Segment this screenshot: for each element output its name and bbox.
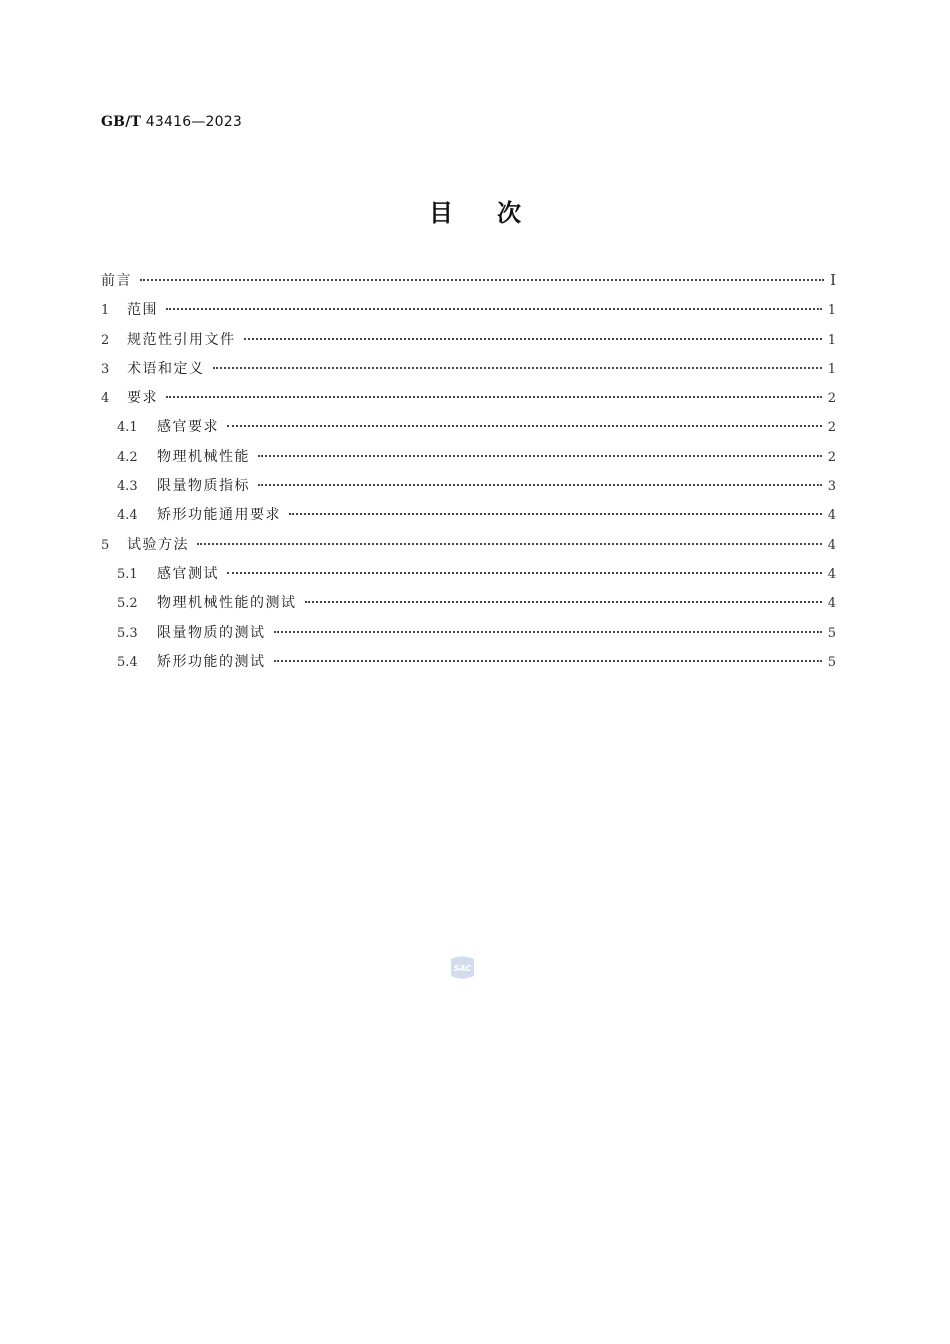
- toc-label: 要求: [127, 390, 158, 407]
- toc-label: 矫形功能通用要求: [157, 507, 281, 524]
- toc-number: 1: [101, 303, 110, 319]
- toc-page-number: 4: [827, 566, 836, 582]
- toc-leader-dots: [140, 279, 824, 281]
- watermark-text: SAC: [453, 964, 472, 973]
- toc-entry-4-4[interactable]: [101, 504, 836, 533]
- table-of-contents: [101, 270, 836, 680]
- toc-page-number: 1: [827, 303, 836, 319]
- toc-leader-dots: [258, 484, 822, 486]
- toc-number: 4.3: [117, 479, 138, 495]
- toc-page-number: 2: [827, 420, 836, 436]
- standard-number: 43416—2023: [145, 114, 242, 130]
- toc-number: 4.4: [117, 508, 138, 524]
- toc-leader-dots: [166, 308, 822, 310]
- toc-leader-dots: [227, 425, 822, 427]
- toc-page-number: 5: [827, 654, 836, 670]
- toc-label: 矫形功能的测试: [157, 653, 266, 670]
- standard-code: [101, 114, 242, 130]
- toc-leader-dots: [274, 660, 822, 662]
- toc-entry-foreword[interactable]: [101, 270, 836, 299]
- toc-leader-dots: [227, 572, 822, 574]
- toc-label: 前言: [101, 273, 132, 289]
- toc-leader-dots: [197, 543, 822, 545]
- toc-label: 规范性引用文件: [127, 331, 236, 348]
- toc-leader-dots: [166, 396, 822, 398]
- toc-label: 范围: [127, 302, 158, 319]
- toc-label: 感官测试: [157, 565, 219, 582]
- toc-leader-dots: [258, 455, 822, 457]
- toc-page-number: 2: [827, 449, 836, 465]
- toc-page-number: 5: [827, 625, 836, 641]
- toc-label: 物理机械性能的测试: [157, 595, 297, 612]
- toc-page-number: I: [830, 271, 836, 289]
- toc-leader-dots: [213, 367, 822, 369]
- toc-number: 5.1: [117, 566, 138, 582]
- toc-entry-5-1[interactable]: [101, 563, 836, 592]
- toc-leader-dots: [305, 601, 822, 603]
- toc-number: 4.1: [117, 420, 138, 436]
- toc-number: 5: [101, 537, 110, 553]
- toc-page-number: 4: [827, 508, 836, 524]
- toc-number: 2: [101, 332, 110, 348]
- page-title: 目次: [429, 199, 565, 227]
- toc-number: 5.4: [117, 654, 138, 670]
- toc-number: 5.2: [117, 596, 138, 612]
- toc-entry-5-3[interactable]: [101, 622, 836, 651]
- toc-leader-dots: [274, 631, 822, 633]
- toc-page-number: 4: [827, 537, 836, 553]
- toc-label: 限量物质的测试: [157, 624, 266, 641]
- toc-entry-5[interactable]: [101, 534, 836, 563]
- toc-page-number: 1: [827, 361, 836, 377]
- toc-leader-dots: [244, 338, 822, 340]
- toc-entry-4[interactable]: [101, 387, 836, 416]
- toc-entry-4-3[interactable]: [101, 475, 836, 504]
- toc-number: 4: [101, 391, 110, 407]
- toc-label: 术语和定义: [127, 360, 205, 377]
- toc-page-number: 1: [827, 332, 836, 348]
- standard-prefix: GB/T: [101, 114, 142, 130]
- toc-leader-dots: [289, 513, 822, 515]
- toc-entry-3[interactable]: [101, 358, 836, 387]
- toc-number: 3: [101, 361, 110, 377]
- toc-entry-4-2[interactable]: [101, 446, 836, 475]
- toc-entry-2[interactable]: [101, 329, 836, 358]
- toc-label: 感官要求: [157, 419, 219, 436]
- toc-page-number: 2: [827, 391, 836, 407]
- toc-number: 4.2: [117, 449, 138, 465]
- toc-entry-4-1[interactable]: [101, 416, 836, 445]
- toc-page-number: 4: [827, 596, 836, 612]
- toc-label: 限量物质指标: [157, 478, 250, 495]
- toc-page-number: 3: [827, 479, 836, 495]
- sac-logo-icon: [449, 955, 476, 980]
- toc-number: 5.3: [117, 625, 138, 641]
- toc-entry-5-2[interactable]: [101, 592, 836, 621]
- toc-entry-1[interactable]: [101, 299, 836, 328]
- toc-entry-5-4[interactable]: [101, 651, 836, 680]
- toc-label: 试验方法: [127, 536, 189, 553]
- toc-label: 物理机械性能: [157, 448, 250, 465]
